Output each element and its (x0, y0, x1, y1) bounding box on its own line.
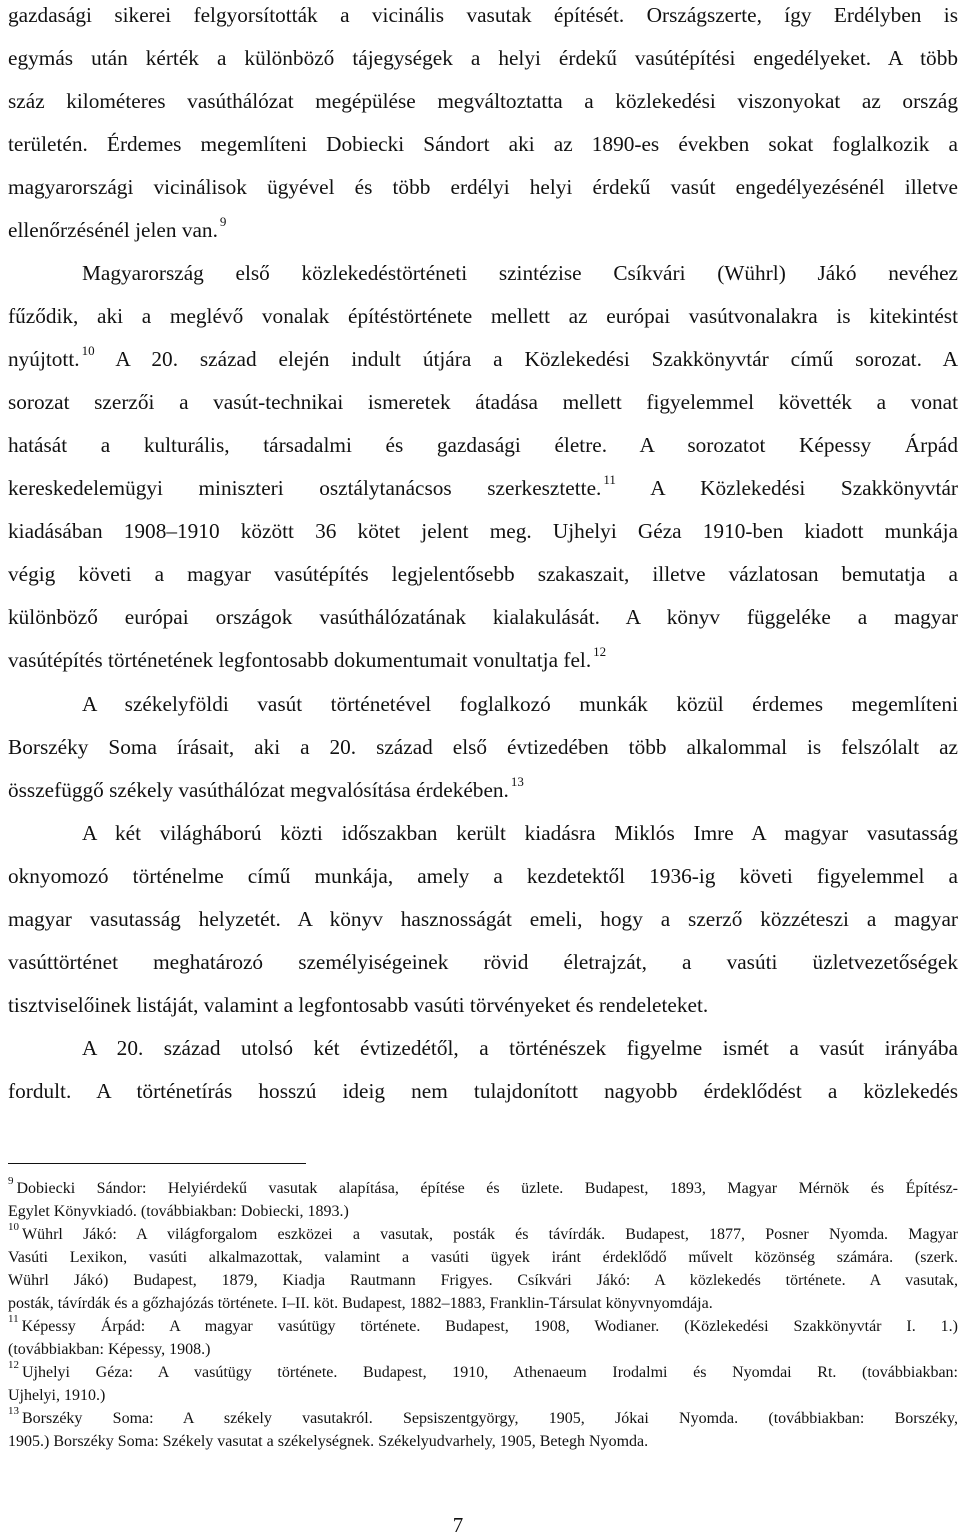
text-line: különböző európai országok vasúthálózatának kialakulását. A könyv függeléke a magyar (8, 605, 958, 629)
text-line: A 20. század utolsó két évtizedétől, a történészek figyelme ismét a vasút irányába (82, 1036, 958, 1060)
footnote-line: Wührl Jákó) Budapest, 1879, Kiadja Rautmann Frigyes. Csíkvári Jákó: A közlekedés története. A vasutak, (8, 1272, 958, 1289)
text-line: végig követi a magyar vasútépítés legjelentősebb szakaszait, illetve vázlatosan bemutatja a (8, 562, 958, 586)
footnote-line: Egylet Könyvkiadó. (továbbiakban: Dobiecki, 1893.) (8, 1203, 349, 1220)
text-line: sorozat szerzői a vasút-technikai ismeretek átadása mellett figyelemmel követték a vonat (8, 390, 958, 414)
text-line: kiadásában 1908‒1910 között 36 kötet jelent meg. Ujhelyi Géza 1910-ben kiadott munkája (8, 519, 958, 543)
text-line: fűződik, aki a meglévő vonalak építéstörténete mellett az európai vasútvonalakra is kitekintést (8, 304, 958, 328)
text-line: Magyarország első közlekedéstörténeti szintézise Csíkvári (Wührl) Jákó nevéhez (82, 261, 958, 285)
footnote-line: $^{10}$ Wührl Jákó: A világforgalom eszközei a vasutak, posták és távírdák. Budapest, 1877, Posner Nyomda. Magyar (8, 1220, 958, 1243)
text-line: vasúttörténet meghatározó személyiségeinek rövid életrajzát, a vasúti üzletvezetőségek (8, 950, 958, 974)
footnote-line: (továbbiakban: Képessy, 1908.) (8, 1341, 211, 1358)
text-line: ellenőrzésénél jelen van. $^9$ (8, 213, 227, 242)
text-line: A székelyföldi vasút történetével foglalkozó munkák közül érdemes megemlíteni (82, 692, 958, 716)
footnote-marker: 10 (8, 1220, 19, 1233)
text-line: magyar vasutasság helyzetét. A könyv hasznosságát emeli, hogy a szerző közzéteszi a magyar (8, 907, 958, 931)
text-line: tisztviselőinek listáját, valamint a legfontosabb vasúti törvényeket és rendeleteket. (8, 993, 709, 1017)
footnote-line: $^{13}$ Borszéky Soma: A székely vasutakról. Sepsiszentgyörgy, 1905, Jókai Nyomda. (továbbiakban: Borszéky, (8, 1404, 958, 1427)
text-line: nyújtott. $^{10}$ A 20. század elején indult útjára a Közlekedési Szakkönyvtár című sorozat. A (8, 342, 959, 371)
text-line: magyarországi vicinálisok ügyével és több erdélyi helyi érdekű vasút engedélyezésénél illetve (8, 175, 958, 199)
text-line: A két világháború közti időszakban került kiadásra Miklós Imre A magyar vasutasság (82, 821, 958, 845)
footnote-marker: 9 (8, 1174, 14, 1187)
text-line: gazdasági sikerei felgyorsították a vicinális vasutak építését. Országszerte, így Erdélyben is (8, 3, 958, 27)
footnote-marker: 13 (8, 1404, 19, 1417)
footnote-line: Vasúti Lexikon, vasúti alkalmazottak, valamint a vasúti ügyek iránt érdeklődő művelt közönség számára. (szerk. (8, 1249, 958, 1266)
footnote-ref: 10 (81, 342, 95, 358)
text-line: egymás után kérték a különböző tájegységek a helyi érdekű vasútépítési engedélyeket. A több (8, 46, 958, 70)
footnote-line: $^{12}$ Ujhelyi Géza: A vasútügy története. Budapest, 1910, Athenaeum Irodalmi és Nyomdai Rt. (továbbiakban: (8, 1358, 958, 1381)
text-line: oknyomozó történelme című munkája, amely a kezdetektől 1936-ig követi figyelemmel a (8, 864, 958, 888)
text-line: területén. Érdemes megemlíteni Dobiecki Sándort aki az 1890-es években sokat foglalkozik a (8, 132, 958, 156)
footnote-line: $^{11}$ Képessy Árpád: A magyar vasútügy története. Budapest, 1908, Wodianer. (Közlekedési Szakkönyvtár I. 1.) (8, 1312, 958, 1335)
text-line: fordult. A történetírás hosszú ideig nem tulajdonított nagyobb érdeklődést a közlekedés (8, 1079, 958, 1103)
footnote-ref: 12 (593, 643, 607, 659)
footnote-marker: 12 (8, 1358, 19, 1371)
text-line: vasútépítés történetének legfontosabb dokumentumait vonultatja fel. $^{12}$ (8, 643, 607, 672)
footnote-ref: 11 (603, 471, 616, 487)
footnote-line: posták, távírdák és a gőzhajózás története. I‒II. köt. Budapest, 1882‒1883, Franklin-Társulat könyvnyomdája. (8, 1295, 713, 1312)
footnote-ref: 9 (219, 213, 227, 229)
footnote-separator (8, 1163, 306, 1164)
page-number: 7 (452, 1513, 464, 1537)
footnote-line: $^9$ Dobiecki Sándor: Helyiérdekű vasutak alapítása, építése és üzlete. Budapest, 1893, Magyar Mérnök és Építész- (8, 1174, 958, 1197)
footnote-line: 1905.) Borszéky Soma: Székely vasutat a székelységnek. Székelyudvarhely, 1905, Betegh Nyomda. (8, 1433, 649, 1450)
text-line: száz kilométeres vasúthálózat megépülése megváltoztatta a közlekedési viszonyokat az ország (8, 89, 958, 113)
text-line: kereskedelemügyi miniszteri osztálytanácsos szerkesztette. $^{11}$ A Közlekedési Szakkönyvtár (8, 471, 958, 500)
text-line: Borszéky Soma írásait, aki a 20. század első évtizedében több alkalommal is felszólalt az (8, 735, 958, 759)
footnote-line: Ujhelyi, 1910.) (8, 1387, 106, 1404)
text-line: hatását a kulturális, társadalmi és gazdasági életre. A sorozatot Képessy Árpád (8, 433, 958, 457)
footnote-marker: 11 (8, 1312, 19, 1325)
text-line: összefüggő székely vasúthálózat megvalósítása érdekében. $^{13}$ (8, 773, 524, 802)
footnote-ref: 13 (510, 773, 524, 789)
